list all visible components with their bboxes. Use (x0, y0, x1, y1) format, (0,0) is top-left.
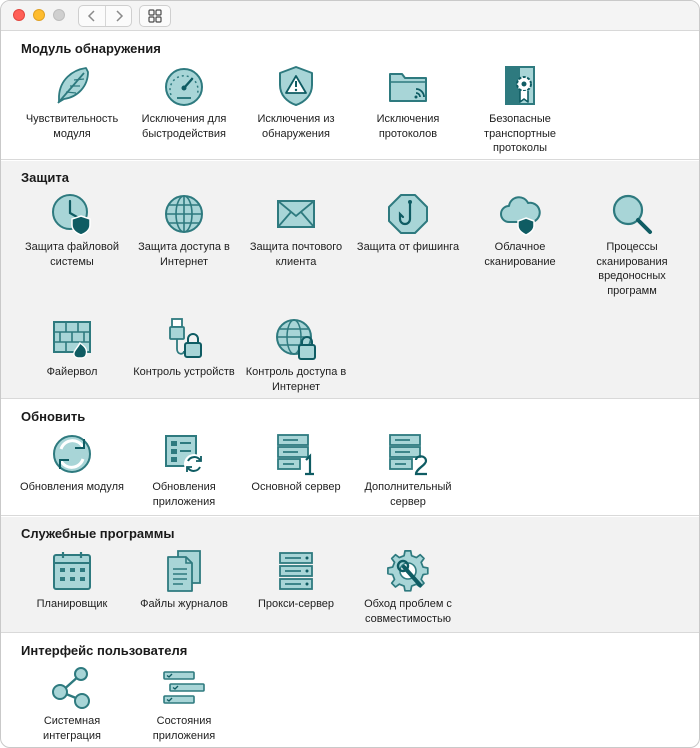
globe-lock-icon (274, 317, 318, 361)
section-user-interface (1, 634, 699, 748)
chevron-left-icon (87, 10, 97, 22)
server-1-icon (274, 432, 318, 476)
folder-wireless-icon (386, 64, 430, 108)
globe-icon (162, 192, 206, 236)
item-label: Облачное сканирование (484, 241, 556, 268)
item-label: Обновления модуля (20, 481, 124, 493)
gear-wrench-icon (386, 549, 430, 593)
section-title: Защита (21, 170, 69, 185)
speedometer-icon (162, 64, 206, 108)
item-web-access-protection[interactable] (128, 192, 240, 269)
item-label: Защита файловой системы (25, 241, 119, 268)
item-label: Защита почтового клиента (249, 241, 343, 268)
item-label: Файервол (46, 366, 98, 378)
item-compatibility-troubleshooting[interactable] (352, 549, 464, 626)
refresh-circle-icon (50, 432, 94, 476)
item-secure-transport-protocols[interactable] (464, 64, 576, 156)
item-label: Безопасные транспортные протоколы (484, 113, 556, 154)
log-files-icon (162, 549, 206, 593)
app-update-icon (162, 432, 206, 476)
item-file-system-protection[interactable] (16, 192, 128, 269)
item-label: Планировщик (36, 598, 108, 610)
close-button[interactable] (13, 9, 25, 21)
fishhook-octagon-icon (386, 192, 430, 236)
item-label: Контроль доступа в Интернет (245, 366, 347, 393)
navigation-buttons (78, 5, 132, 27)
item-firewall[interactable] (16, 317, 128, 380)
item-anti-phishing[interactable] (352, 192, 464, 255)
shield-warning-icon (274, 64, 318, 108)
item-secondary-server[interactable] (352, 432, 464, 509)
share-nodes-icon (50, 666, 94, 710)
item-web-control[interactable] (240, 317, 352, 394)
server-2-icon (386, 432, 430, 476)
usb-lock-icon (162, 317, 206, 361)
envelope-icon (274, 192, 318, 236)
item-label: Файлы журналов (140, 598, 228, 610)
item-cloud-scanning[interactable] (464, 192, 576, 269)
item-device-control[interactable] (128, 317, 240, 380)
item-label: Исключения для быстродействия (141, 113, 227, 140)
firewall-icon (50, 317, 94, 361)
section-title: Интерфейс пользователя (21, 643, 188, 658)
section-title: Модуль обнаружения (21, 41, 161, 56)
item-label: Обновления приложения (152, 481, 216, 508)
item-module-sensitivity[interactable] (16, 64, 128, 141)
section-protection (1, 161, 699, 399)
title-bar (1, 1, 699, 31)
chevron-right-icon (114, 10, 124, 22)
item-scheduler[interactable] (16, 549, 128, 612)
item-email-client-protection[interactable] (240, 192, 352, 269)
item-label: Процессы сканирования вредоносных программ (596, 241, 668, 297)
clock-shield-icon (50, 192, 94, 236)
status-list-icon (162, 666, 206, 710)
item-primary-server[interactable] (240, 432, 352, 495)
item-label: Исключения из обнаружения (257, 113, 335, 140)
minimize-button[interactable] (33, 9, 45, 21)
item-label: Исключения протоколов (376, 113, 440, 140)
item-application-updates[interactable] (128, 432, 240, 509)
proxy-server-icon (274, 549, 318, 593)
grid-icon (148, 9, 162, 23)
section-detection (1, 32, 699, 160)
section-title: Служебные программы (21, 526, 175, 541)
item-proxy-server[interactable] (240, 549, 352, 612)
item-performance-exclusions[interactable] (128, 64, 240, 141)
item-malware-scans[interactable] (576, 192, 688, 298)
item-detection-exclusions[interactable] (240, 64, 352, 141)
item-log-files[interactable] (128, 549, 240, 612)
item-label: Контроль устройств (133, 366, 235, 378)
item-label: Системная интеграция (43, 715, 101, 742)
section-title: Обновить (21, 409, 86, 424)
item-module-updates[interactable] (16, 432, 128, 495)
forward-button[interactable] (105, 6, 131, 26)
certificate-gear-icon (498, 64, 542, 108)
item-application-statuses[interactable] (128, 666, 240, 743)
calendar-icon (50, 549, 94, 593)
item-protocol-exclusions[interactable] (352, 64, 464, 141)
magnifier-icon (610, 192, 654, 236)
item-label: Обход проблем с совместимостью (364, 598, 452, 625)
item-label: Состояния приложения (152, 715, 216, 742)
item-label: Чувствительность модуля (25, 113, 119, 140)
item-system-integration[interactable] (16, 666, 128, 743)
item-label: Защита доступа в Интернет (138, 241, 230, 268)
section-tools (1, 517, 699, 633)
back-button[interactable] (79, 6, 105, 26)
cloud-shield-icon (498, 192, 542, 236)
zoom-button[interactable] (53, 9, 65, 21)
feather-icon (50, 64, 94, 108)
item-label: Основной сервер (251, 481, 341, 493)
item-label: Защита от фишинга (356, 241, 460, 253)
grid-view-button[interactable] (139, 5, 171, 27)
item-label: Прокси-сервер (257, 598, 335, 610)
section-update (1, 400, 699, 516)
item-label: Дополнительный сервер (364, 481, 452, 508)
